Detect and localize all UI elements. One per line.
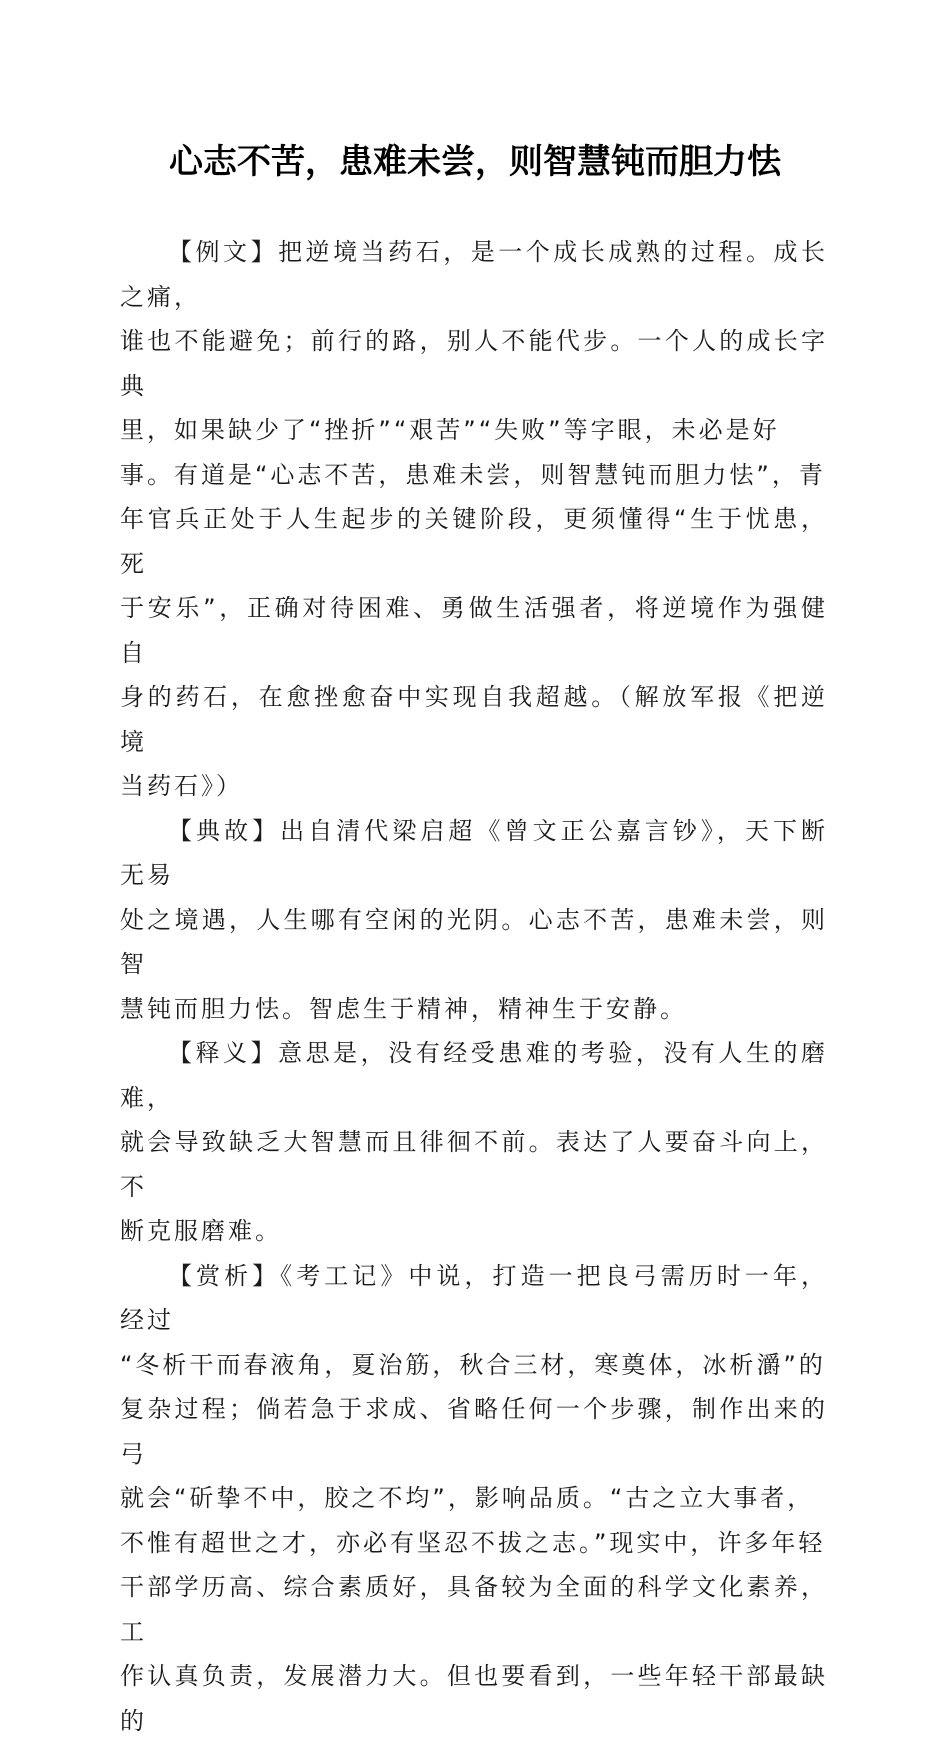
document-title: 心志不苦，患难未尝，则智慧钝而胆力怯 [0, 138, 950, 186]
text-line: 干部学历高、综合素质好，具备较为全面的科学文化素养，工 [120, 1565, 828, 1654]
text-line: 身的药石，在愈挫愈奋中实现自我超越。（解放军报《把逆境 [120, 675, 828, 764]
text-line: 作认真负责，发展潜力大。但也要看到，一些年轻干部最缺的 [120, 1654, 828, 1743]
text-line: 于安乐”，正确对待困难、勇做生活强者，将逆境作为强健自 [120, 586, 828, 675]
text-line: 【赏析】《考工记》中说，打造一把良弓需历时一年，经过 [120, 1254, 828, 1343]
text-line: 当药石》） [120, 764, 828, 809]
text-line: 复杂过程；倘若急于求成、省略任何一个步骤，制作出来的弓 [120, 1387, 828, 1476]
text-line: 【典故】出自清代梁启超《曾文正公嘉言钞》，天下断无易 [120, 809, 828, 898]
text-line: 就会导致缺乏大智慧而且徘徊不前。表达了人要奋斗向上，不 [120, 1120, 828, 1209]
paragraph-example [120, 230, 828, 809]
text-line: 谁也不能避免；前行的路，别人不能代步。一个人的成长字典 [120, 319, 828, 408]
text-line: 【释义】意思是，没有经受患难的考验，没有人生的磨难， [120, 1031, 828, 1120]
paragraph-interpretation [120, 1031, 828, 1254]
text-line: 事。有道是“心志不苦，患难未尝，则智慧钝而胆力怯”，青 [120, 453, 828, 498]
text-line: 不惟有超世之才，亦必有坚忍不拔之志。”现实中，许多年轻 [120, 1521, 828, 1566]
text-line: 就会“斫挚不中，胶之不均”，影响品质。“古之立大事者， [120, 1476, 828, 1521]
document-body [120, 230, 828, 1743]
paragraph-appreciation [120, 1254, 828, 1743]
text-line: “冬析干而春液角，夏治筋，秋合三材，寒奠体，冰析灂”的 [120, 1343, 828, 1388]
text-line: 年官兵正处于人生起步的关键阶段，更须懂得“生于忧患，死 [120, 497, 828, 586]
paragraph-allusion [120, 809, 828, 1032]
text-line: 慧钝而胆力怯。智虑生于精神，精神生于安静。 [120, 987, 828, 1032]
text-line: 断克服磨难。 [120, 1209, 828, 1254]
text-line: 【例文】把逆境当药石，是一个成长成熟的过程。成长之痛， [120, 230, 828, 319]
text-line: 里，如果缺少了“挫折”“艰苦”“失败”等字眼，未必是好 [120, 408, 828, 453]
text-line: 处之境遇，人生哪有空闲的光阴。心志不苦，患难未尝，则智 [120, 898, 828, 987]
